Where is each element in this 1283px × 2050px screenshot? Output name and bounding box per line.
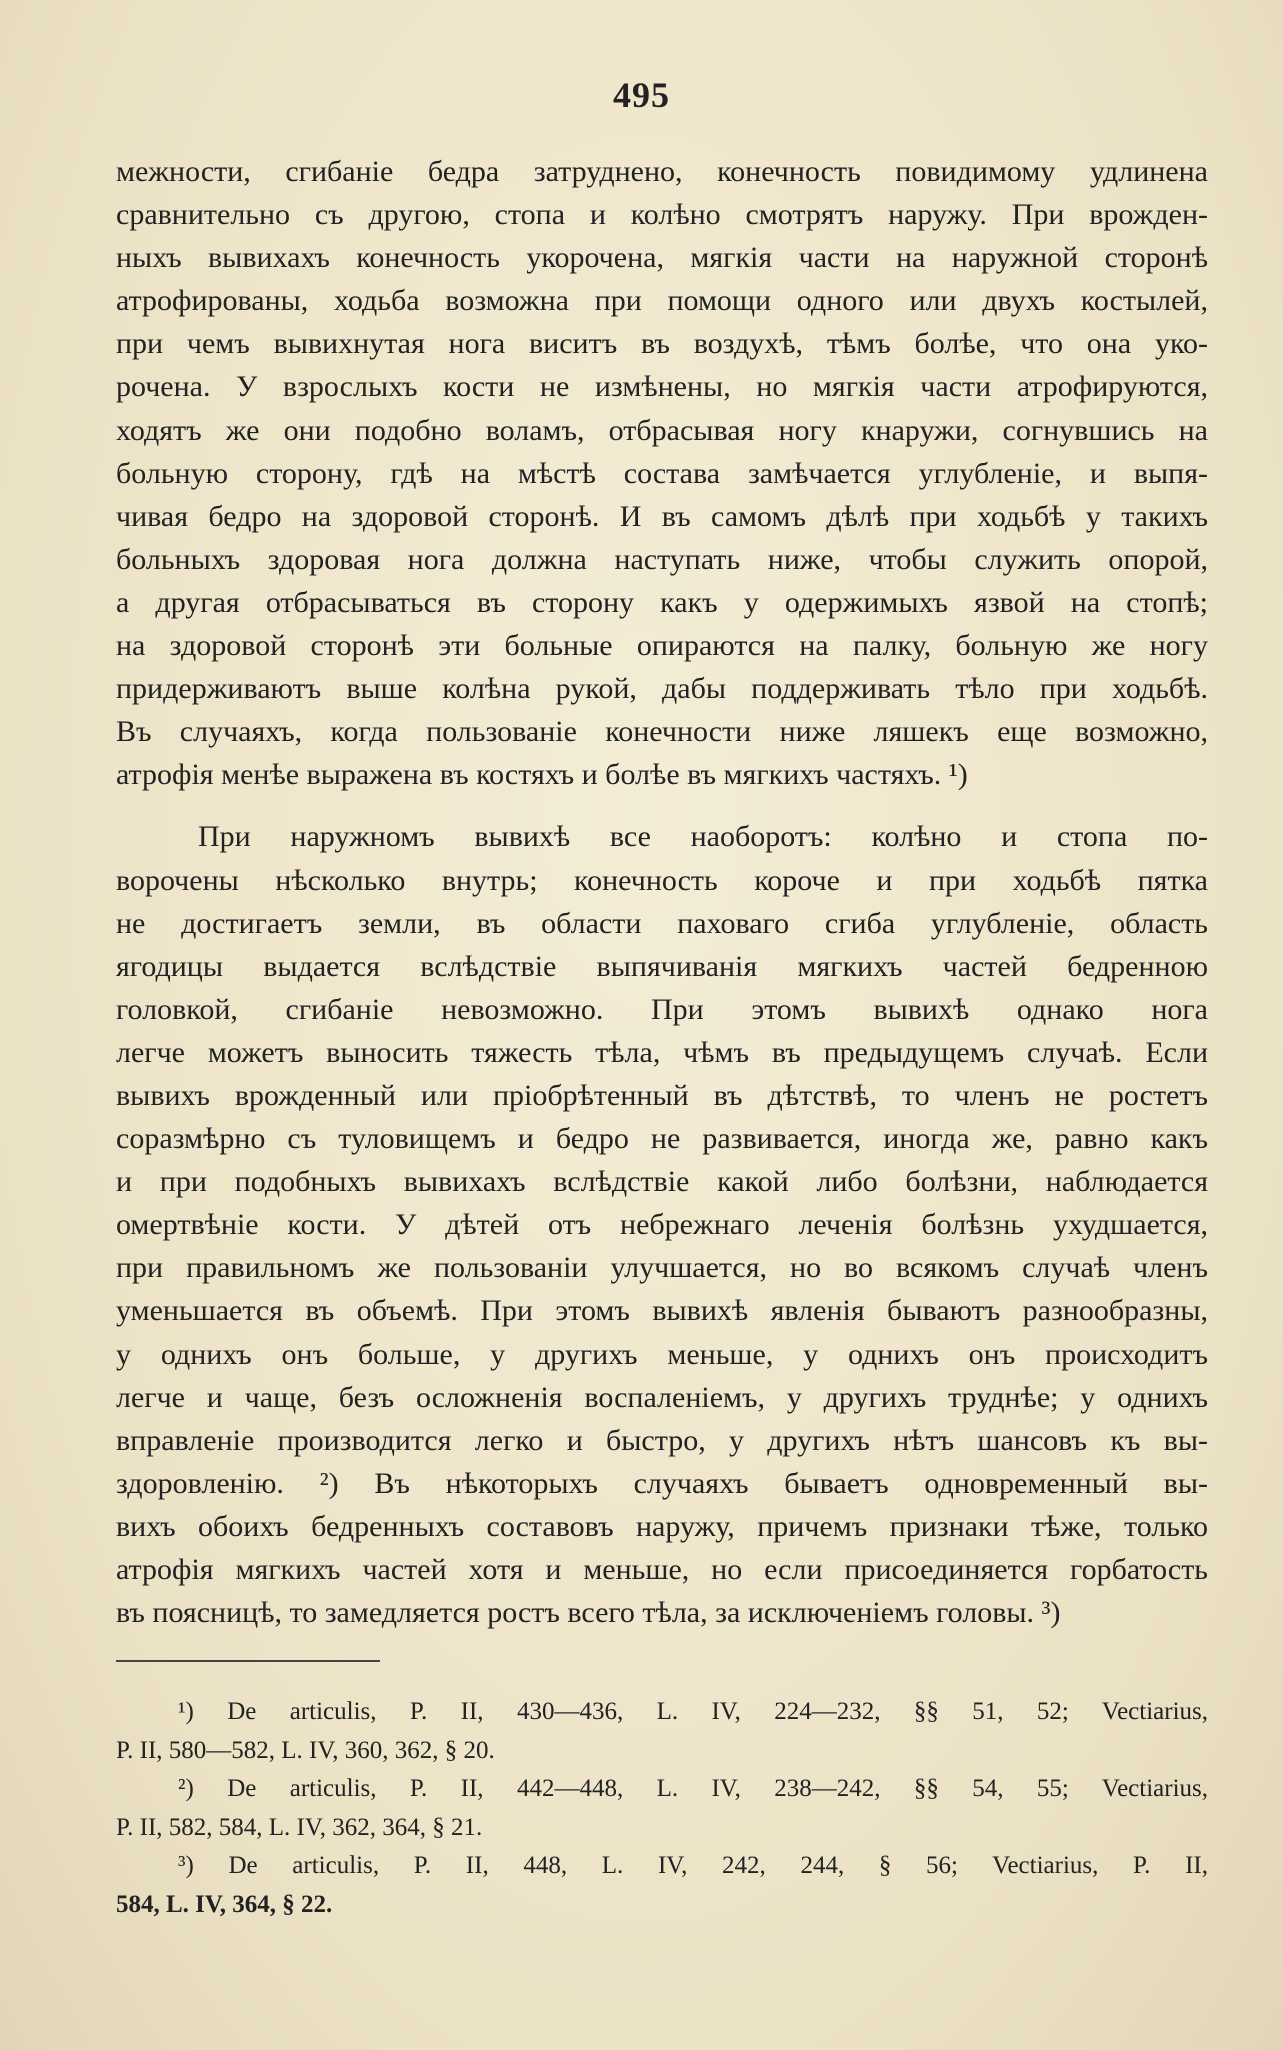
text-line: ныхъ вывихахъ конечность укорочена, мягкія части на наружной сторонѣ — [116, 241, 1208, 275]
text-line: ягодицы выдается вслѣдствіе выпячиванія мягкихъ частей бедренною — [116, 949, 1208, 983]
text-line: а другая отбрасываться въ сторону какъ у одержимыхъ язвой на стопѣ; — [116, 585, 1208, 619]
footnotes — [116, 1693, 1208, 1924]
text-line: сравнительно съ другою, стопа и колѣно смотрятъ наружу. При врожден- — [116, 198, 1208, 232]
text-line: не достигаетъ земли, въ области паховаго сгиба углубленіе, область — [116, 906, 1208, 940]
text-line: вихъ обоихъ бедренныхъ составовъ наружу, причемъ признаки тѣже, только — [116, 1509, 1208, 1543]
text-line: уменьшается въ объемѣ. При этомъ вывихѣ явленія бываютъ разнообразны, — [116, 1294, 1208, 1328]
footnote-line: ¹) De articulis, P. II, 430—436, L. IV, 224—232, §§ 51, 52; Vectiarius, — [178, 1698, 1208, 1725]
text-line: соразмѣрно съ туловищемъ и бедро не развивается, иногда же, равно какъ — [116, 1122, 1208, 1156]
text-line: здоровленію. ²) Въ нѣкоторыхъ случаяхъ бываетъ одновременный вы- — [116, 1466, 1208, 1500]
text-line: вывихъ врожденный или пріобрѣтенный въ дѣтствѣ, то членъ не ростетъ — [116, 1078, 1208, 1112]
text-line: при чемъ вывихнутая нога виситъ въ воздухѣ, тѣмъ болѣе, что она уко- — [116, 327, 1208, 361]
text-line: головкой, сгибаніе невозможно. При этомъ вывихѣ однако нога — [116, 992, 1208, 1026]
text-line: При наружномъ вывихѣ все наоборотъ: колѣно и стопа по- — [198, 820, 1208, 854]
footnote-line: 584, L. IV, 364, § 22. — [116, 1890, 333, 1918]
page-number: 495 — [613, 75, 670, 115]
footnote-3 — [116, 1847, 1208, 1924]
text-line: и при подобныхъ вывихахъ вслѣдствіе какой либо болѣзни, наблюдается — [116, 1165, 1208, 1199]
footnote-2 — [116, 1770, 1208, 1847]
text-line: больныхъ здоровая нога должна наступать ниже, чтобы служить опорой, — [116, 542, 1208, 576]
text-line: больную сторону, гдѣ на мѣстѣ состава замѣчается углубленіе, и выпя- — [116, 456, 1208, 490]
body-text — [116, 150, 1208, 1634]
footnote-line: ²) De articulis, P. II, 442—448, L. IV, 238—242, §§ 54, 55; Vectiarius, — [178, 1775, 1208, 1802]
text-line: атрофія мягкихъ частей хотя и меньше, но если присоединяется горбатость — [116, 1553, 1208, 1586]
footnote-line: P. II, 580—582, L. IV, 360, 362, § 20. — [116, 1736, 495, 1764]
footnote-line: P. II, 582, 584, L. IV, 362, 364, § 21. — [116, 1813, 483, 1841]
text-line: атрофія менѣе выражена въ костяхъ и болѣе въ мягкихъ частяхъ. ¹) — [116, 758, 968, 792]
text-line: при правильномъ же пользованіи улучшается, но во всякомъ случаѣ членъ — [116, 1251, 1208, 1285]
text-line: Въ случаяхъ, когда пользованіе конечности ниже ляшекъ еще возможно, — [116, 715, 1208, 749]
text-line: рочена. У взрослыхъ кости не измѣнены, но мягкія части атрофируются, — [116, 370, 1208, 404]
text-line: вправленіе производится легко и быстро, у другихъ нѣтъ шансовъ къ вы- — [116, 1423, 1208, 1457]
text-line: на здоровой сторонѣ эти больные опираются на палку, больную же ногу — [116, 629, 1208, 663]
text-line: омертвѣніе кости. У дѣтей отъ небрежнаго леченія болѣзнь ухудшается, — [116, 1208, 1208, 1242]
text-line: легче можетъ выносить тяжесть тѣла, чѣмъ въ предыдущемъ случаѣ. Если — [116, 1035, 1208, 1069]
text-line: чивая бедро на здоровой сторонѣ. И въ самомъ дѣлѣ при ходьбѣ у такихъ — [116, 499, 1208, 533]
text-line: у однихъ онъ больше, у другихъ меньше, у однихъ онъ происходитъ — [116, 1337, 1208, 1371]
text-line: ходятъ же они подобно воламъ, отбрасывая ногу кнаружи, согнувшись на — [116, 413, 1208, 447]
text-line: въ поясницѣ, то замедляется ростъ всего тѣла, за исключеніемъ головы. ³) — [116, 1596, 1061, 1630]
footnote-divider — [116, 1660, 380, 1662]
text-line: легче и чаще, безъ осложненія воспаленіемъ, у другихъ труднѣе; у однихъ — [116, 1380, 1208, 1414]
text-line: межности, сгибаніе бедра затруднено, конечность повидимому удлинена — [116, 155, 1208, 188]
paragraph-2 — [116, 815, 1208, 1634]
text-line: ворочены нѣсколько внутрь; конечность короче и при ходьбѣ пятка — [116, 863, 1208, 897]
footnote-1 — [116, 1693, 1208, 1770]
text-line: придерживаютъ выше колѣна рукой, дабы поддерживать тѣло при ходьбѣ. — [116, 672, 1208, 706]
paragraph-1 — [116, 150, 1208, 796]
footnote-line: ³) De articulis, P. II, 448, L. IV, 242, 244, § 56; Vectiarius, P. II, — [178, 1852, 1208, 1879]
text-line: атрофированы, ходьба возможна при помощи одного или двухъ костылей, — [116, 284, 1208, 318]
